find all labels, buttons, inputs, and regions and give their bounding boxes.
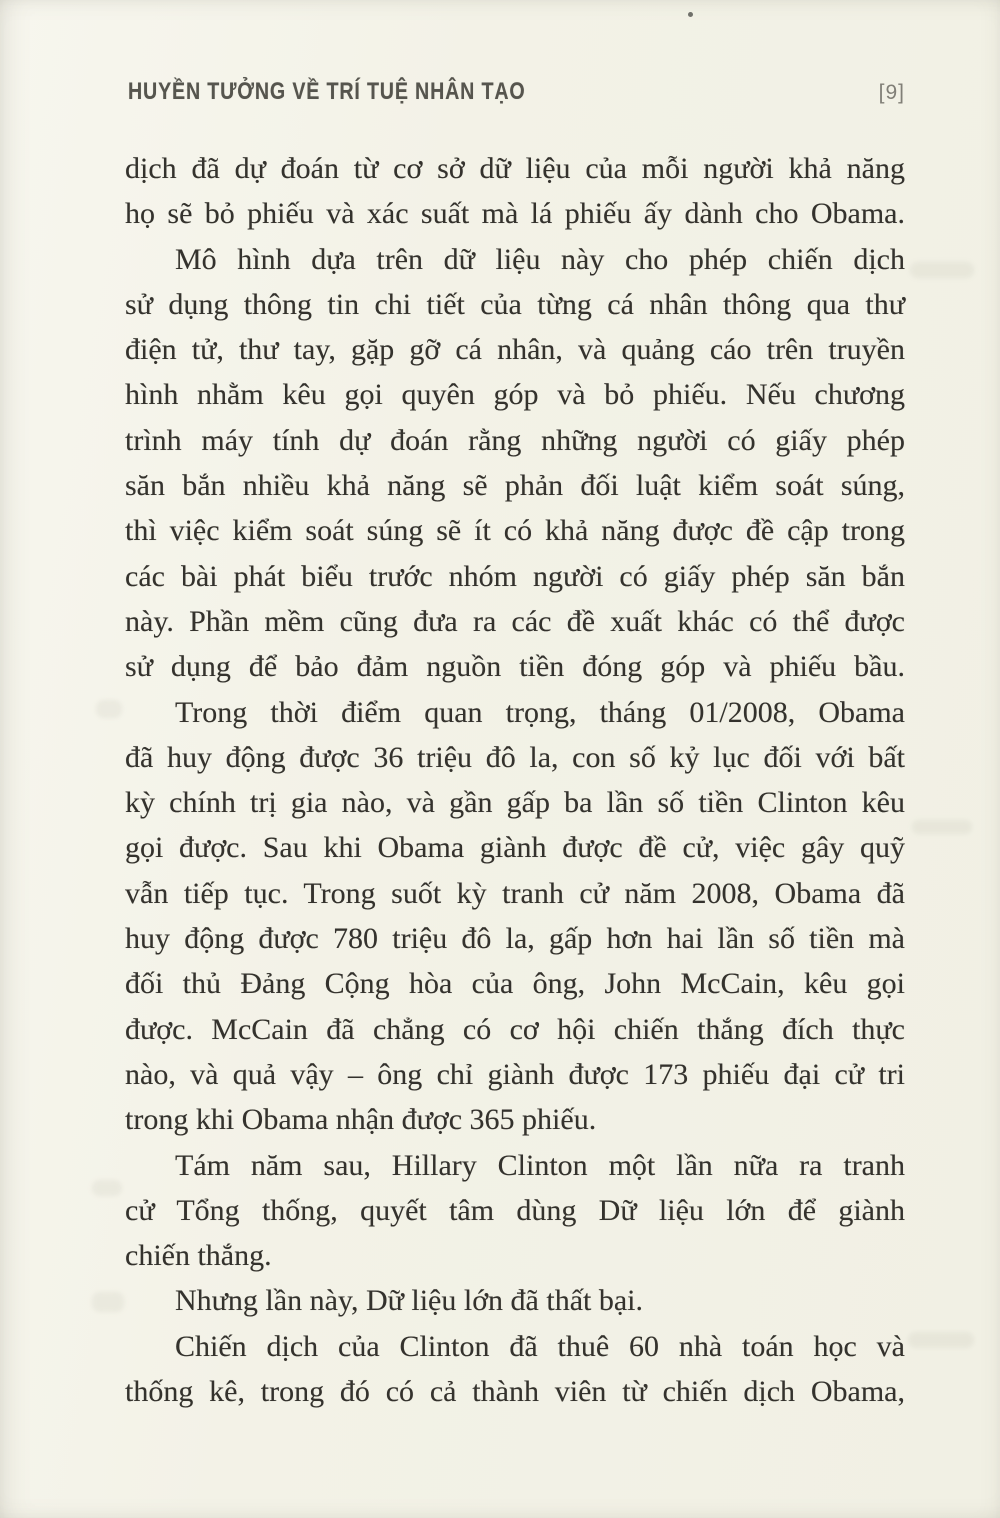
text-line: Tám năm sau, Hillary Clinton một lần nữa ra tranh [175, 1148, 905, 1182]
text-line: Mô hình dựa trên dữ liệu này cho phép chiến dịch [175, 242, 905, 276]
text-line: Nhưng lần này, Dữ liệu lớn đã thất bại. [175, 1284, 644, 1318]
text-line: được. McCain đã chẳng có cơ hội chiến thắng đích thực [125, 1012, 905, 1046]
text-line: gọi được. Sau khi Obama giành được đề cử, việc gây quỹ [125, 831, 905, 865]
text-line: cử Tổng thống, quyết tâm dùng Dữ liệu lớn để giành [125, 1193, 905, 1227]
body-text [125, 146, 905, 1414]
text-line: săn bắn nhiều khả năng sẽ phản đối luật kiểm soát súng, [125, 469, 905, 503]
show-through-mark [92, 1292, 124, 1312]
text-line: này. Phần mềm cũng đưa ra các đề xuất khác có thể được [125, 604, 905, 638]
text-line: sử dụng thông tin chi tiết của từng cá nhân thông qua thư [125, 287, 905, 321]
text-line: nào, và quả vậy – ông chỉ giành được 173 phiếu đại cử tri [125, 1057, 905, 1091]
text-line: huy động được 780 triệu đô la, gấp hơn hai lần số tiền mà [125, 922, 905, 956]
running-header [128, 78, 905, 108]
text-line: vẫn tiếp tục. Trong suốt kỳ tranh cử năm 2008, Obama đã [125, 876, 905, 910]
text-line: kỳ chính trị gia nào, và gần gấp ba lần số tiền Clinton kêu [125, 786, 905, 820]
text-line: điện tử, thư tay, gặp gỡ cá nhân, và quảng cáo trên truyền [125, 333, 905, 367]
text-line: trình máy tính dự đoán rằng những người có giấy phép [125, 423, 905, 457]
text-line: Chiến dịch của Clinton đã thuê 60 nhà toán học và [175, 1329, 905, 1363]
text-line: đã huy động được 36 triệu đô la, con số kỷ lục đối với bất [125, 740, 905, 774]
text-line: đối thủ Đảng Cộng hòa của ông, John McCain, kêu gọi [125, 967, 905, 1001]
show-through-mark [96, 700, 122, 718]
page-number: [9] [878, 81, 905, 104]
text-line: các bài phát biểu trước nhóm người có giấy phép săn bắn [125, 559, 905, 593]
text-line: thì việc kiểm soát súng sẽ ít có khả năng được đề cập trong [125, 514, 905, 548]
show-through-mark [92, 1180, 122, 1196]
show-through-mark [908, 1332, 974, 1348]
text-line: họ sẽ bỏ phiếu và xác suất mà lá phiếu ấy dành cho Obama. [125, 197, 905, 231]
text-line: hình nhằm kêu gọi quyên góp và bỏ phiếu. Nếu chương [125, 378, 905, 412]
scan-speck [688, 12, 693, 17]
text-line: chiến thắng. [125, 1239, 272, 1273]
text-line: dịch đã dự đoán từ cơ sở dữ liệu của mỗi người khả năng [125, 152, 905, 185]
show-through-mark [910, 262, 974, 278]
text-line: thống kê, trong đó có cả thành viên từ chiến dịch Obama, [125, 1375, 905, 1409]
show-through-mark [912, 820, 972, 834]
running-title: HUYỀN TƯỞNG VỀ TRÍ TUỆ NHÂN TẠO [128, 78, 526, 105]
text-line: Trong thời điểm quan trọng, tháng 01/2008, Obama [175, 695, 905, 729]
text-line: trong khi Obama nhận được 365 phiếu. [125, 1103, 597, 1137]
text-line: sử dụng để bảo đảm nguồn tiền đóng góp và phiếu bầu. [125, 650, 905, 684]
